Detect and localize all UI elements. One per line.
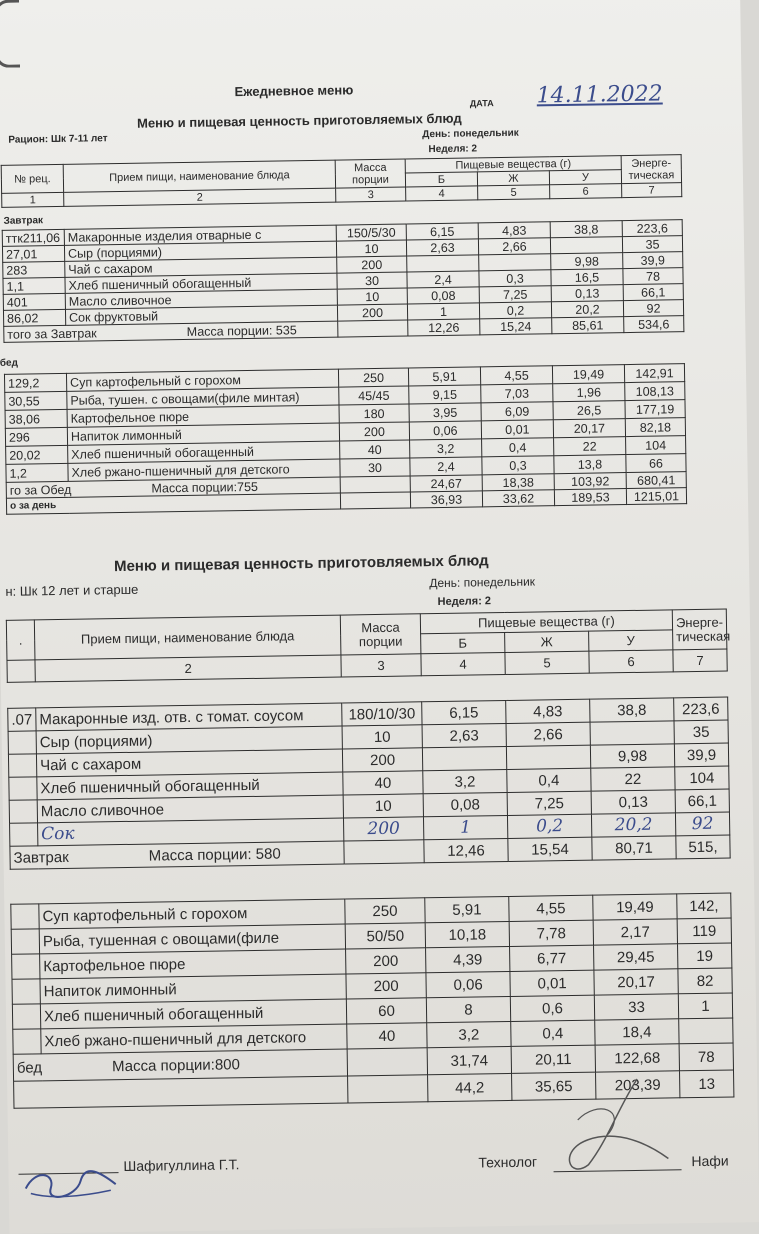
col-index: 1	[2, 192, 64, 207]
protein-cell: 2,4	[410, 457, 482, 476]
recipe-number-cell	[11, 929, 39, 954]
dish-name-cell: Суп картофельный с горохом	[39, 899, 345, 929]
portion-mass-cell: 60	[346, 998, 426, 1024]
recipe-number-cell: .07	[8, 708, 36, 731]
col-index: 3	[341, 654, 421, 677]
dish-name-cell: Хлеб ржано-пшеничный для детского	[41, 1024, 347, 1054]
fat-cell: 2,66	[478, 238, 550, 255]
carbs-cell: 20,2	[551, 301, 623, 318]
col-index: 7	[622, 183, 682, 198]
col-index: 6	[550, 184, 622, 199]
protein-cell: 0,06	[409, 421, 481, 440]
menu1-lunch-table	[4, 363, 687, 515]
energy-cell: 142,	[677, 893, 731, 919]
energy-cell: 223,6	[622, 220, 682, 237]
recipe-number-cell	[9, 800, 37, 823]
energy-cell: 104	[626, 436, 686, 455]
fat-cell: 0,4	[511, 1020, 595, 1046]
recipe-number-cell: 129,2	[4, 373, 66, 392]
dish-name-cell: Чай с сахаром	[36, 749, 342, 777]
protein-cell: 5,91	[425, 896, 509, 922]
portion-mass-cell: 180/10/30	[342, 702, 422, 726]
carbs-cell: 29,45	[594, 944, 678, 970]
fat-cell: 4,83	[478, 222, 550, 239]
total-label: о за день	[6, 493, 340, 514]
energy-cell: 35	[622, 236, 682, 253]
total-cell: 15,24	[480, 318, 552, 335]
protein-cell: 8	[426, 996, 510, 1022]
total-cell: 12,26	[408, 319, 480, 336]
total-cell: 31,74	[427, 1046, 511, 1074]
col-index: 3	[336, 187, 406, 202]
menu1-subtitle: Меню и пищевая ценность приготовляемых блюд	[136, 110, 462, 131]
col-name-header: Прием пищи, наименование блюда	[63, 160, 335, 192]
protein-cell: 4,39	[426, 946, 510, 972]
portion-mass-cell: 200	[343, 817, 423, 841]
carbs-cell: 20,2	[591, 813, 675, 837]
energy-cell: 119	[677, 918, 731, 944]
col-num-header: № рец.	[1, 164, 63, 193]
energy-cell: 66,1	[675, 789, 729, 813]
energy-cell: 82,18	[625, 418, 685, 437]
protein-cell: 2,63	[422, 723, 506, 747]
energy-cell: 82	[678, 968, 732, 994]
protein-cell: 3,2	[427, 1021, 511, 1047]
fat-cell: 4,83	[506, 699, 590, 723]
signature-right-scribble	[547, 1068, 689, 1180]
dish-name-cell: Картофельное пюре	[67, 405, 339, 427]
carbs-cell: 38,8	[550, 221, 622, 238]
recipe-number-cell: 27,01	[2, 245, 64, 262]
total-label: того за Завтрак Масса порции: 535	[4, 321, 338, 342]
fat-cell: 0,4	[507, 768, 591, 792]
menu2-day: День: понедельник	[429, 574, 536, 591]
total-cell: 103,92	[554, 473, 626, 490]
protein-cell: 5,91	[408, 367, 480, 386]
recipe-number-cell: 1,1	[3, 277, 65, 294]
total-cell: 534,6	[624, 316, 684, 333]
dish-name-cell: Сыр (порциями)	[36, 726, 342, 754]
dish-name-cell: Хлеб пшеничный обогащенный	[40, 999, 346, 1029]
energy-cell: 142,91	[624, 364, 684, 383]
portion-mass-cell: 200	[346, 948, 426, 974]
menu2-ration: н: Шк 12 лет и старше	[5, 581, 139, 599]
page-title: Ежедневное меню	[234, 82, 354, 100]
recipe-number-cell	[9, 777, 37, 800]
total-cell: 12,46	[424, 838, 508, 862]
carbs-cell	[590, 721, 674, 745]
fat-cell: 7,25	[507, 791, 591, 815]
signature-left-scribble	[20, 1162, 121, 1204]
dish-name-cell: Напиток лимонный	[40, 974, 346, 1004]
fat-cell: 0,6	[510, 995, 594, 1021]
portion-mass-cell: 10	[337, 288, 407, 305]
total-cell: 78	[679, 1043, 733, 1071]
total-cell: 18,38	[482, 474, 554, 491]
protein-cell: 3,95	[409, 403, 481, 422]
menu2-subtitle: Меню и пищевая ценность приготовляемых блюд	[113, 552, 489, 576]
portion-mass-cell: 200	[346, 973, 426, 999]
energy-cell: 92	[675, 812, 729, 836]
protein-cell: 2,4	[407, 271, 479, 288]
portion-mass-cell: 10	[343, 794, 423, 818]
portion-mass-cell: 200	[342, 748, 422, 772]
col-index: 5	[505, 651, 589, 674]
carbs-cell: 13,8	[554, 455, 626, 474]
recipe-number-cell: ттк211,06	[2, 229, 64, 246]
protein-cell: 2,63	[406, 239, 478, 256]
protein-cell: 0,08	[423, 792, 507, 816]
menu1-lunch-label: бед	[0, 357, 18, 369]
col-mass-header: Масса порции	[340, 614, 421, 655]
fat-cell: 6,77	[510, 945, 594, 971]
recipe-number-cell: 38,06	[5, 409, 67, 428]
total-cell: 189,53	[554, 489, 626, 506]
energy-cell: 177,19	[625, 400, 685, 419]
protein-cell: 3,2	[410, 439, 482, 458]
portion-mass-cell: 45/45	[339, 386, 409, 405]
fat-cell: 7,03	[481, 384, 553, 403]
recipe-number-cell: 283	[3, 261, 65, 278]
protein-cell: 6,15	[422, 700, 506, 724]
recipe-number-cell	[12, 1004, 40, 1029]
dish-name-cell: Макаронные изд. отв. с томат. соусом	[36, 703, 342, 731]
col-index: 4	[406, 186, 478, 201]
total-cell: 13	[679, 1070, 733, 1098]
total-cell: 680,41	[626, 472, 686, 489]
col-index: 2	[64, 188, 336, 206]
dish-name-cell: Масло сливочное	[37, 795, 343, 823]
recipe-number-cell: 86,02	[3, 309, 65, 326]
dish-name-cell: Макаронные изделия отварные с	[64, 225, 336, 245]
col-u-header: У	[549, 170, 621, 185]
col-index: 2	[35, 655, 341, 682]
col-index: 4	[421, 652, 505, 675]
portion-mass-cell: 200	[337, 304, 407, 321]
portion-mass-cell: 200	[337, 256, 407, 273]
total-cell: 1215,01	[626, 488, 686, 505]
fat-cell: 4,55	[480, 366, 552, 385]
fat-cell: 0,01	[510, 970, 594, 996]
menu1-week: Неделя: 2	[428, 143, 478, 156]
energy-cell: 66	[626, 454, 686, 473]
total-cell: 35,65	[512, 1072, 596, 1100]
total-label: го за Обед Масса порции:755	[6, 477, 340, 498]
carbs-cell: 19,49	[593, 894, 677, 920]
total-label: Завтрак Масса порции: 580	[10, 841, 344, 869]
carbs-cell: 20,17	[594, 969, 678, 995]
recipe-number-cell	[12, 954, 40, 979]
dish-name-cell: Картофельное пюре	[40, 949, 346, 979]
portion-mass-cell: 10	[342, 725, 422, 749]
fat-cell	[506, 745, 590, 769]
dish-name-cell: Рыба, тушенная с овощами(филе	[39, 924, 345, 954]
total-cell: 122,68	[595, 1044, 679, 1072]
carbs-cell: 22	[554, 437, 626, 456]
col-name-header: Прием пищи, наименование блюда	[34, 615, 341, 660]
energy-cell: 223,6	[674, 697, 728, 721]
recipe-number-cell: 296	[5, 427, 67, 446]
total-cell: 85,61	[552, 317, 624, 334]
dish-name-cell: Сыр (порциями)	[64, 241, 336, 261]
total-cell: 80,71	[592, 836, 676, 860]
fat-cell: 6,09	[481, 402, 553, 421]
recipe-number-cell: 30,55	[5, 391, 67, 410]
recipe-number-cell	[8, 731, 36, 754]
carbs-cell: 2,17	[593, 919, 677, 945]
col-u-header: У	[589, 630, 673, 651]
carbs-cell: 0,13	[591, 790, 675, 814]
recipe-number-cell	[8, 754, 36, 777]
fat-cell: 0,3	[479, 270, 551, 287]
protein-cell: 6,15	[406, 223, 478, 240]
dish-name-cell: Рыба, тушен. с овощами(филе минтая)	[67, 387, 339, 409]
dish-name-cell: Хлеб ржано-пшеничный для детского	[68, 459, 340, 481]
total-cell: 203,39	[596, 1071, 680, 1099]
total-cell: 15,54	[508, 837, 592, 861]
total-label	[14, 1076, 348, 1108]
dish-name-cell: Сок	[38, 818, 344, 846]
carbs-cell: 9,98	[551, 253, 623, 270]
total-cell: 36,93	[410, 491, 482, 508]
energy-cell: 108,13	[625, 382, 685, 401]
energy-cell: 1	[678, 993, 732, 1019]
col-num-header: .	[6, 620, 35, 660]
portion-mass-cell: 30	[340, 458, 410, 477]
col-b-header: Б	[405, 172, 477, 187]
col-energy-header: Энерге-тическая	[672, 609, 727, 650]
carbs-cell: 19,49	[552, 365, 624, 384]
fat-cell: 2,66	[506, 722, 590, 746]
fat-cell: 7,78	[509, 920, 593, 946]
recipe-number-cell: 20,02	[6, 445, 68, 464]
recipe-number-cell	[13, 1029, 41, 1054]
total-cell: 33,62	[482, 490, 554, 507]
dish-name-cell: Напиток лимонный	[67, 423, 339, 445]
carbs-cell: 20,17	[553, 419, 625, 438]
carbs-cell: 0,13	[551, 285, 623, 302]
recipe-number-cell	[11, 904, 39, 929]
protein-cell: 1	[423, 815, 507, 839]
protein-cell	[422, 746, 506, 770]
col-index	[7, 660, 35, 682]
dish-name-cell: Суп картофельный с горохом	[66, 369, 338, 391]
col-nutrients-header: Пищевые вещества (г)	[420, 610, 672, 634]
signature-right-name: Нафи	[691, 1152, 729, 1170]
menu1-ration: Рацион: Шк 7-11 лет	[8, 133, 108, 146]
recipe-number-cell: 1,2	[6, 463, 68, 482]
col-index: 7	[673, 649, 727, 672]
total-label: бед Масса порции:800	[13, 1049, 347, 1081]
energy-cell: 66,1	[623, 284, 683, 301]
portion-mass-cell: 200	[339, 422, 409, 441]
recipe-number-cell	[10, 823, 38, 846]
protein-cell: 9,15	[409, 385, 481, 404]
col-b-header: Б	[421, 632, 505, 653]
energy-cell: 39,9	[623, 252, 683, 269]
carbs-cell: 26,5	[553, 401, 625, 420]
menu1-header-table	[1, 154, 683, 208]
portion-mass-cell: 250	[338, 368, 408, 387]
col-zh-header: Ж	[505, 631, 589, 652]
dish-name-cell: Хлеб пшеничный обогащенный	[37, 772, 343, 800]
portion-mass-cell: 180	[339, 404, 409, 423]
energy-cell	[679, 1018, 733, 1044]
fat-cell: 7,25	[479, 286, 551, 303]
fat-cell: 0,2	[507, 814, 591, 838]
carbs-cell: 9,98	[590, 744, 674, 768]
fat-cell	[479, 254, 551, 271]
dish-name-cell: Хлеб пшеничный обогащенный	[65, 273, 337, 293]
binder-clip-mark	[0, 0, 20, 68]
protein-cell: 0,06	[426, 971, 510, 997]
col-index: 5	[478, 185, 550, 200]
energy-cell: 78	[623, 268, 683, 285]
signature-left-name: Шафигуллина Г.Т.	[123, 1156, 240, 1175]
recipe-number-cell	[12, 979, 40, 1004]
signature-right-role: Технолог	[478, 1153, 538, 1171]
col-zh-header: Ж	[477, 171, 549, 186]
total-cell: 20,11	[511, 1045, 595, 1073]
carbs-cell: 1,96	[553, 383, 625, 402]
energy-cell: 19	[678, 943, 732, 969]
portion-mass-cell: 40	[340, 440, 410, 459]
energy-cell: 39,9	[674, 743, 728, 767]
col-energy-header: Энерге-тическая	[621, 155, 681, 184]
menu1-breakfast-label: Завтрак	[3, 215, 44, 227]
carbs-cell: 18,4	[595, 1019, 679, 1045]
fat-cell: 0,01	[481, 420, 553, 439]
total-cell: 515,	[676, 835, 730, 859]
protein-cell	[407, 255, 479, 272]
date-value: 14.11.2022	[536, 81, 663, 109]
col-index: 6	[589, 650, 673, 673]
col-nutrients-header: Пищевые вещества (г)	[405, 156, 621, 173]
fat-cell: 4,55	[509, 895, 593, 921]
carbs-cell: 16,5	[551, 269, 623, 286]
dish-name-cell: Масло сливочное	[65, 289, 337, 309]
menu2-week: Неделя: 2	[437, 595, 492, 609]
total-cell: 24,67	[410, 475, 482, 492]
dish-name-cell: Хлеб пшеничный обогащенный	[68, 441, 340, 463]
portion-mass-cell: 40	[347, 1023, 427, 1049]
menu2-header-table	[6, 609, 731, 683]
energy-cell: 104	[675, 766, 729, 790]
portion-mass-cell: 250	[345, 898, 425, 924]
fat-cell: 0,4	[482, 438, 554, 457]
protein-cell: 1	[407, 303, 479, 320]
date-label: ДАТА	[469, 98, 494, 109]
recipe-number-cell: 401	[3, 293, 65, 310]
portion-mass-cell: 50/50	[345, 923, 425, 949]
portion-mass-cell: 150/5/30	[336, 224, 406, 241]
energy-cell: 92	[623, 300, 683, 317]
energy-cell: 35	[674, 720, 728, 744]
dish-name-cell: Чай с сахаром	[65, 257, 337, 277]
protein-cell: 3,2	[423, 769, 507, 793]
menu1-day: День: понедельник	[422, 127, 519, 141]
fat-cell: 0,3	[482, 456, 554, 475]
portion-mass-cell: 10	[336, 240, 406, 257]
protein-cell: 0,08	[407, 287, 479, 304]
fat-cell: 0,2	[479, 302, 551, 319]
menu1-breakfast-table	[2, 219, 685, 343]
carbs-cell: 38,8	[590, 698, 674, 722]
dish-name-cell: Сок фруктовый	[65, 305, 337, 325]
col-mass-header: Масса порции	[335, 159, 405, 188]
carbs-cell: 33	[594, 994, 678, 1020]
carbs-cell	[550, 237, 622, 254]
portion-mass-cell: 30	[337, 272, 407, 289]
portion-mass-cell: 40	[343, 771, 423, 795]
menu2-breakfast-table	[7, 696, 730, 869]
protein-cell: 10,18	[425, 921, 509, 947]
total-cell: 44,2	[428, 1073, 512, 1101]
carbs-cell: 22	[591, 767, 675, 791]
